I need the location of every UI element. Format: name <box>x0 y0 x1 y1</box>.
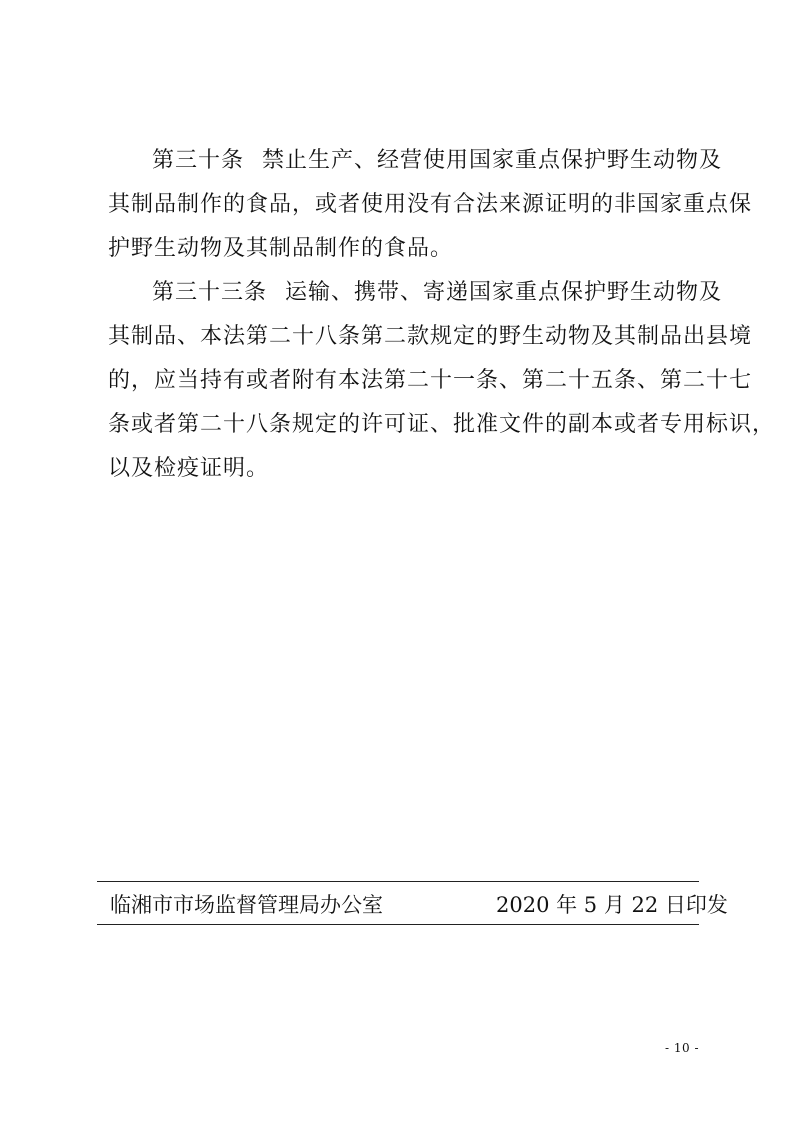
article-30-first-line <box>152 150 722 172</box>
article-33-text-4: 条或者第二十八条规定的许可证、批准文件的副本或者专用标识， <box>108 412 776 437</box>
footer-top-rule <box>97 881 699 882</box>
footer-issue-date: 2020 年 5 月 22 日印发 <box>496 893 728 917</box>
article-33-text-2: 其制品、本法第二十八条第二款规定的野生动物及其制品出县境 <box>108 324 753 349</box>
page-number: - 10 - <box>665 1041 700 1055</box>
footer-bottom-rule <box>97 924 699 925</box>
footer-issuer: 临湘市市场监督管理局办公室 <box>110 893 383 917</box>
article-30-text-3: 护野生动物及其制品制作的食品。 <box>108 236 454 261</box>
article-33-text-5: 以及检疫证明。 <box>108 456 270 481</box>
article-33-text-1: 运输、携带、寄递国家重点保护野生动物及 <box>285 280 723 305</box>
article-33-first-line <box>152 282 722 304</box>
article-30-heading: 第三十条 <box>152 148 245 173</box>
article-30-text-2: 其制品制作的食品，或者使用没有合法来源证明的非国家重点保 <box>108 192 753 217</box>
article-33-heading: 第三十三条 <box>152 280 268 305</box>
article-30-text-1: 禁止生产、经营使用国家重点保护野生动物及 <box>262 148 723 173</box>
article-33-text-3: 的，应当持有或者附有本法第二十一条、第二十五条、第二十七 <box>108 368 753 393</box>
